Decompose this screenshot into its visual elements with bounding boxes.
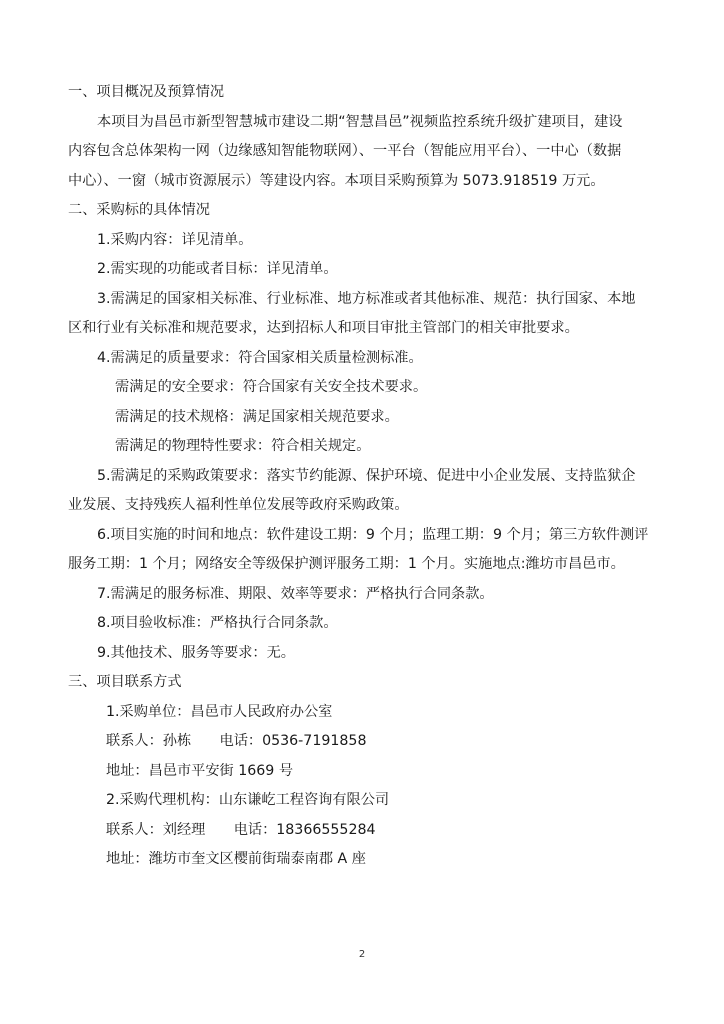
section3-heading: 三、项目联系方式 [68,674,182,690]
section1-heading: 一、项目概况及预算情况 [68,84,225,100]
item-5-line-1: 5.需满足的采购政策要求：落实节约能源、保护环境、促进中小企业发展、支持监狱企 [97,467,636,484]
item-3-line-1: 3.需满足的国家相关标准、行业标准、地方标准或者其他标准、规范：执行国家、本地 [97,290,636,307]
item-1: 1.采购内容：详见清单。 [97,231,253,248]
item-4-tech: 需满足的技术规格：满足国家相关规范要求。 [115,408,399,425]
item-7: 7.需满足的服务标准、期限、效率等要求：严格执行合同条款。 [97,585,494,602]
purchaser-name: 1.采购单位：昌邑市人民政府办公室 [106,703,333,720]
section1-line-3: 中心）、一窗（城市资源展示）等建设内容。本项目采购预算为 5073.918519 万元。 [68,172,605,189]
item-5-line-2: 业发展、支持残疾人福利性单位发展等政府采购政策。 [68,497,409,513]
agency-name: 2.采购代理机构：山东谦屹工程咨询有限公司 [106,792,390,808]
purchaser-address: 地址：昌邑市平安街 1669 号 [106,762,294,779]
section1-line-1: 本项目为昌邑市新型智慧城市建设二期“智慧昌邑”视频监控系统升级扩建项目，建设 [97,113,623,130]
document-body [68,78,658,875]
item-9: 9.其他技术、服务等要求：无。 [97,644,295,661]
item-8: 8.项目验收标准：严格执行合同条款。 [97,615,338,631]
purchaser-contact: 联系人：孙栋 电话：0536-7191858 [106,733,367,749]
item-4-safety: 需满足的安全要求：符合国家有关安全技术要求。 [115,379,428,395]
item-2: 2.需实现的功能或者目标：详见清单。 [97,261,338,277]
agency-address: 地址：潍坊市奎文区樱前街瑞泰南郡 A 座 [106,851,366,867]
section1-line-2: 内容包含总体架构一网（边缘感知智能物联网）、一平台（智能应用平台）、一中心（数据 [68,143,622,159]
item-4-physical: 需满足的物理特性要求：符合相关规定。 [115,438,371,454]
item-4: 4.需满足的质量要求：符合国家相关质量检测标准。 [97,349,423,366]
section2-heading: 二、采购标的具体情况 [68,202,210,218]
page-number: 2 [358,949,366,960]
item-3-line-2: 区和行业有关标准和规范要求，达到招标人和项目审批主管部门的相关审批要求。 [68,320,579,336]
item-6-line-1: 6.项目实施的时间和地点：软件建设工期：9 个月；监理工期：9 个月；第三方软件测评 [97,526,649,543]
item-6-line-2: 服务工期：1 个月；网络安全等级保护测评服务工期：1 个月。实施地点:潍坊市昌邑市。 [68,556,625,572]
agency-contact: 联系人：刘经理 电话：18366555284 [106,821,376,838]
